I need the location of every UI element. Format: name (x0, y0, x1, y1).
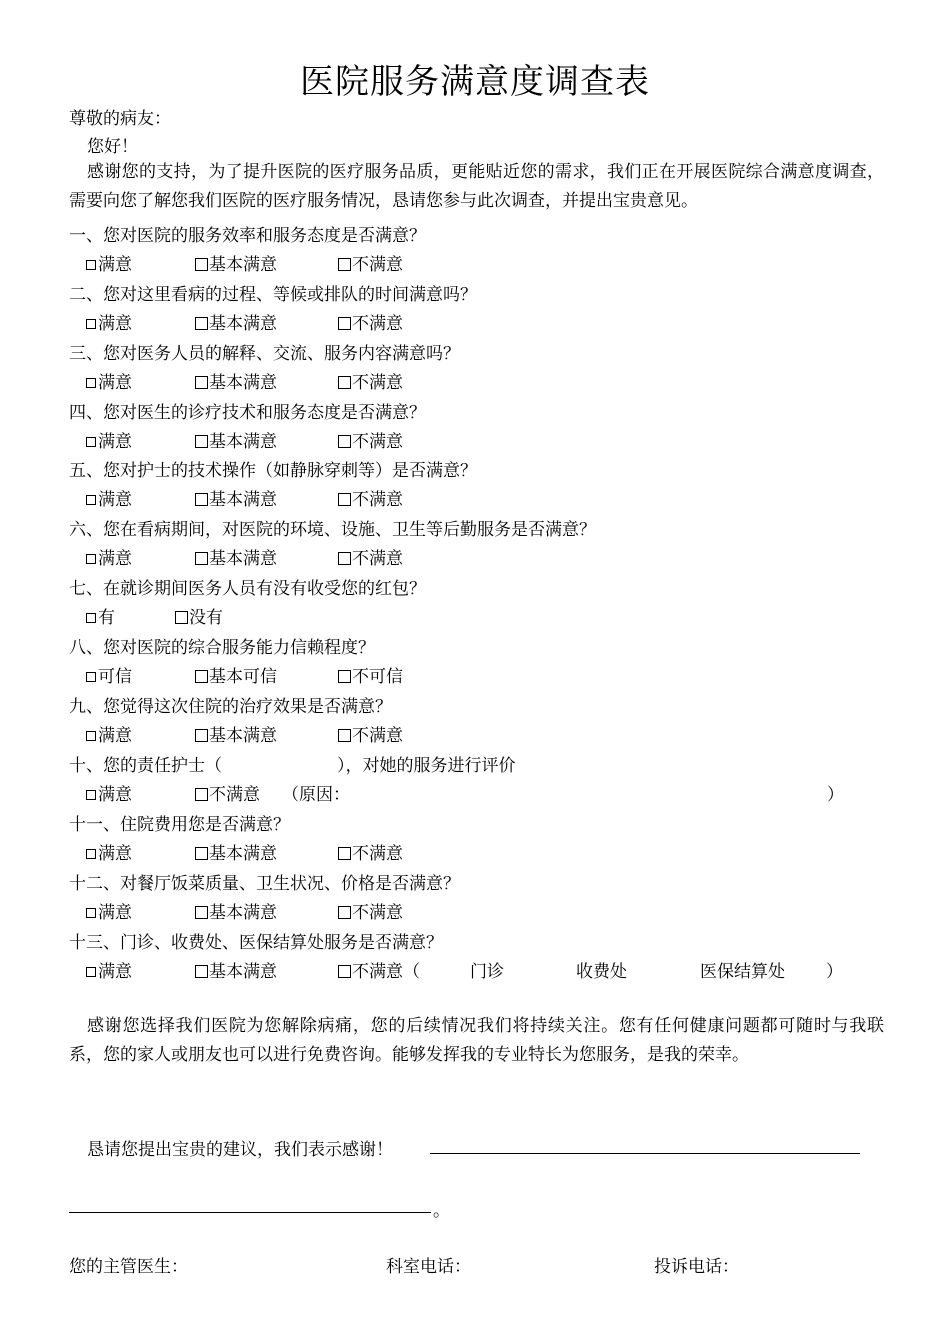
option-satisfied[interactable]: 满意 (86, 721, 132, 746)
option-cashier[interactable]: 收费处 (576, 962, 627, 982)
option-unsatisfied[interactable]: 不满意 (338, 721, 403, 746)
question-13: 十三、门诊、收费处、医保结算处服务是否满意？ (69, 933, 443, 953)
dept-phone-label: 科室电话： (386, 1257, 471, 1277)
option-satisfied[interactable]: 满意 (86, 368, 132, 393)
option-unsatisfied[interactable]: 不满意（ (338, 957, 420, 982)
suggestion-underline-1[interactable] (430, 1153, 860, 1154)
checkbox-icon[interactable] (338, 258, 351, 271)
suggestion-end: 。 (433, 1201, 450, 1221)
checkbox-icon[interactable] (86, 790, 96, 800)
option-unsatisfied[interactable]: 不满意 (338, 544, 403, 569)
option-no-trust[interactable]: 不可信 (338, 662, 403, 687)
option-basic[interactable]: 基本满意 (195, 250, 277, 275)
option-unsatisfied[interactable]: 不满意 (338, 839, 403, 864)
checkbox-icon[interactable] (86, 672, 96, 682)
checkbox-icon[interactable] (86, 908, 96, 918)
question-10: 十、您的责任护士（ ），对她的服务进行评价 (69, 756, 516, 776)
checkbox-icon[interactable] (195, 552, 208, 565)
question-1: 一、您对医院的服务效率和服务态度是否满意？ (69, 226, 426, 246)
checkbox-icon[interactable] (195, 847, 208, 860)
doctor-label: 您的主管医生： (69, 1257, 188, 1277)
option-satisfied[interactable]: 满意 (86, 780, 132, 805)
option-trust[interactable]: 可信 (86, 662, 132, 687)
option-basic-trust[interactable]: 基本可信 (195, 662, 277, 687)
hello: 您好！ (87, 137, 138, 157)
closing-paragraph: 感谢您选择我们医院为您解除病痛，您的后续情况我们将持续关注。您有任何健康问题都可随时与我联系，您的家人或朋友也可以进行免费咨询。能够发挥我的专业特长为您服务，是我的荣幸。 (69, 1016, 884, 1065)
checkbox-icon[interactable] (86, 437, 96, 447)
checkbox-icon[interactable] (338, 435, 351, 448)
option-unsatisfied[interactable]: 不满意 (338, 368, 403, 393)
option-yes[interactable]: 有 (86, 603, 115, 628)
option-unsatisfied[interactable]: 不满意 (338, 309, 403, 334)
option-satisfied[interactable]: 满意 (86, 427, 132, 452)
options-10 (86, 780, 846, 804)
checkbox-icon[interactable] (195, 317, 208, 330)
option-insurance[interactable]: 医保结算处 (700, 962, 785, 982)
checkbox-icon[interactable] (86, 849, 96, 859)
option-unsatisfied[interactable]: 不满意 (338, 898, 403, 923)
option-basic[interactable]: 基本满意 (195, 721, 277, 746)
question-12: 十二、对餐厅饭菜质量、卫生状况、价格是否满意？ (69, 874, 460, 894)
option-satisfied[interactable]: 满意 (86, 839, 132, 864)
option-basic[interactable]: 基本满意 (195, 485, 277, 510)
checkbox-icon[interactable] (338, 552, 351, 565)
option-unsatisfied[interactable]: 不满意 (195, 780, 260, 805)
option-basic[interactable]: 基本满意 (195, 544, 277, 569)
checkbox-icon[interactable] (86, 554, 96, 564)
question-7: 七、在就诊期间医务人员有没有收受您的红包？ (69, 579, 426, 599)
option-satisfied[interactable]: 满意 (86, 250, 132, 275)
option-basic[interactable]: 基本满意 (195, 957, 277, 982)
checkbox-icon[interactable] (195, 670, 208, 683)
option-basic[interactable]: 基本满意 (195, 309, 277, 334)
checkbox-icon[interactable] (86, 378, 96, 388)
option-no[interactable]: 没有 (175, 603, 223, 628)
reason-label: （原因： (282, 785, 350, 805)
suggestion-label: 恳请您提出宝贵的建议，我们表示感谢！ (87, 1140, 393, 1160)
checkbox-icon[interactable] (338, 317, 351, 330)
checkbox-icon[interactable] (195, 258, 208, 271)
checkbox-icon[interactable] (86, 731, 96, 741)
checkbox-icon[interactable] (86, 613, 96, 623)
option-basic[interactable]: 基本满意 (195, 839, 277, 864)
question-2: 二、您对这里看病的过程、等候或排队的时间满意吗？ (69, 285, 477, 305)
checkbox-icon[interactable] (338, 670, 351, 683)
checkbox-icon[interactable] (195, 376, 208, 389)
option-basic[interactable]: 基本满意 (195, 368, 277, 393)
complaint-phone-label: 投诉电话： (654, 1257, 739, 1277)
checkbox-icon[interactable] (86, 319, 96, 329)
reason-close: ） (827, 785, 844, 805)
checkbox-icon[interactable] (195, 965, 208, 978)
question-6: 六、您在看病期间，对医院的环境、设施、卫生等后勤服务是否满意？ (69, 520, 596, 540)
options-13 (86, 957, 846, 981)
option-outpatient[interactable]: 门诊 (470, 962, 504, 982)
checkbox-icon[interactable] (338, 376, 351, 389)
option-unsatisfied[interactable]: 不满意 (338, 427, 403, 452)
option-close: ） (826, 962, 843, 982)
option-satisfied[interactable]: 满意 (86, 544, 132, 569)
option-basic[interactable]: 基本满意 (195, 898, 277, 923)
checkbox-icon[interactable] (195, 435, 208, 448)
checkbox-icon[interactable] (86, 967, 96, 977)
option-satisfied[interactable]: 满意 (86, 485, 132, 510)
checkbox-icon[interactable] (338, 847, 351, 860)
checkbox-icon[interactable] (86, 260, 96, 270)
option-satisfied[interactable]: 满意 (86, 309, 132, 334)
question-11: 十一、住院费用您是否满意？ (69, 815, 290, 835)
question-4: 四、您对医生的诊疗技术和服务态度是否满意？ (69, 403, 426, 423)
option-unsatisfied[interactable]: 不满意 (338, 250, 403, 275)
checkbox-icon[interactable] (86, 495, 96, 505)
checkbox-icon[interactable] (195, 788, 208, 801)
suggestion-underline-2[interactable] (69, 1212, 431, 1213)
checkbox-icon[interactable] (338, 493, 351, 506)
checkbox-icon[interactable] (175, 611, 188, 624)
checkbox-icon[interactable] (338, 965, 351, 978)
option-unsatisfied[interactable]: 不满意 (338, 485, 403, 510)
checkbox-icon[interactable] (195, 493, 208, 506)
option-satisfied[interactable]: 满意 (86, 898, 132, 923)
intro-paragraph: 感谢您的支持，为了提升医院的医疗服务品质，更能贴近您的需求，我们正在开展医院综合满意度调查，需要向您了解您我们医院的医疗服务情况，恳请您参与此次调查，并提出宝贵意见。 (69, 162, 884, 211)
checkbox-icon[interactable] (338, 729, 351, 742)
checkbox-icon[interactable] (195, 906, 208, 919)
checkbox-icon[interactable] (195, 729, 208, 742)
greeting: 尊敬的病友： (69, 109, 171, 129)
question-5: 五、您对护士的技术操作（如静脉穿刺等）是否满意？ (69, 461, 477, 481)
option-satisfied[interactable]: 满意 (86, 957, 132, 982)
question-3: 三、您对医务人员的解释、交流、服务内容满意吗？ (69, 344, 460, 364)
page-title: 医院服务满意度调查表 (300, 62, 650, 102)
checkbox-icon[interactable] (338, 906, 351, 919)
option-basic[interactable]: 基本满意 (195, 427, 277, 452)
question-8: 八、您对医院的综合服务能力信赖程度？ (69, 638, 375, 658)
question-9: 九、您觉得这次住院的治疗效果是否满意？ (69, 697, 392, 717)
